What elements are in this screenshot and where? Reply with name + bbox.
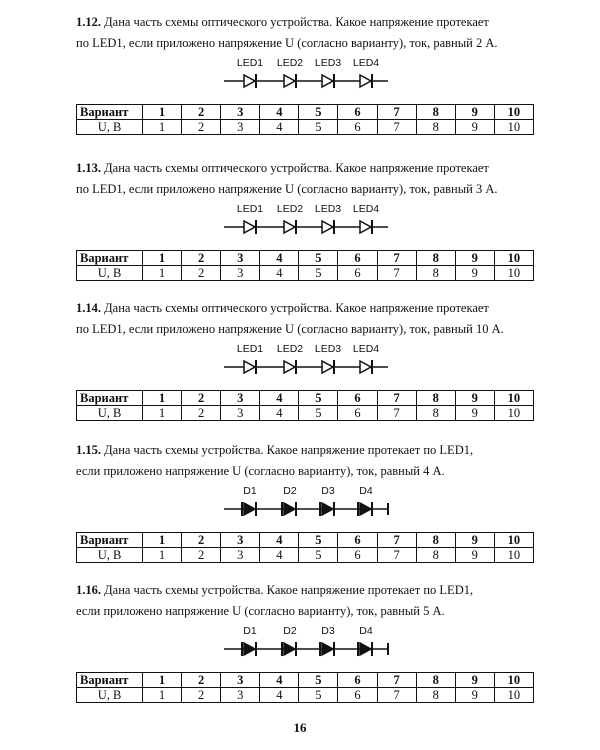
row-label-variant: Вариант bbox=[77, 251, 143, 266]
diode-symbol-2 bbox=[282, 642, 296, 656]
led-symbol-3 bbox=[322, 360, 334, 374]
voltage-cell: 8 bbox=[416, 266, 455, 281]
variant-cell: 1 bbox=[143, 105, 182, 120]
diode-symbol-1 bbox=[242, 642, 256, 656]
circuit-container bbox=[226, 482, 406, 518]
diode-symbol-2 bbox=[282, 502, 296, 516]
table-row-voltage bbox=[77, 406, 534, 421]
table-row-variant bbox=[77, 533, 534, 548]
problem-number: 1.16. bbox=[76, 583, 101, 597]
variant-cell: 1 bbox=[143, 251, 182, 266]
voltage-cell: 3 bbox=[221, 120, 260, 135]
led-symbol-3 bbox=[322, 74, 334, 88]
variant-cell: 10 bbox=[494, 533, 533, 548]
variant-cell: 7 bbox=[377, 251, 416, 266]
led-symbol-2 bbox=[284, 220, 296, 234]
variant-cell: 1 bbox=[143, 673, 182, 688]
voltage-cell: 5 bbox=[299, 548, 338, 563]
variant-cell: 8 bbox=[416, 391, 455, 406]
variant-cell: 5 bbox=[299, 673, 338, 688]
variant-cell: 4 bbox=[260, 391, 299, 406]
problem-statement bbox=[76, 298, 556, 340]
problem-statement bbox=[76, 158, 556, 200]
problem-text-line2: по LED1, если приложено напряжение U (согласно варианту), ток, равный 2 А. bbox=[76, 36, 498, 50]
table-row-voltage bbox=[77, 688, 534, 703]
variant-cell: 8 bbox=[416, 105, 455, 120]
voltage-cell: 6 bbox=[338, 548, 377, 563]
circuit-container bbox=[226, 200, 406, 236]
variant-cell: 3 bbox=[221, 251, 260, 266]
variant-table bbox=[76, 104, 534, 135]
voltage-cell: 8 bbox=[416, 688, 455, 703]
voltage-cell: 9 bbox=[455, 688, 494, 703]
variant-cell: 5 bbox=[299, 251, 338, 266]
voltage-cell: 4 bbox=[260, 406, 299, 421]
voltage-cell: 4 bbox=[260, 266, 299, 281]
component-label: LED3 bbox=[314, 203, 342, 215]
voltage-cell: 1 bbox=[143, 406, 182, 421]
problem-text-line1: Дана часть схемы оптического устройства. Какое напряжение протекает bbox=[104, 301, 489, 315]
variant-cell: 4 bbox=[260, 533, 299, 548]
variant-cell: 3 bbox=[221, 533, 260, 548]
problem-number: 1.12. bbox=[76, 15, 101, 29]
circuit-diagram bbox=[226, 482, 406, 518]
row-label-variant: Вариант bbox=[77, 533, 143, 548]
voltage-cell: 9 bbox=[455, 406, 494, 421]
voltage-cell: 4 bbox=[260, 688, 299, 703]
row-label-voltage: U, В bbox=[77, 406, 143, 421]
component-label: D4 bbox=[359, 625, 373, 637]
table-row-variant bbox=[77, 105, 534, 120]
problem-section bbox=[0, 12, 600, 152]
table-row-variant bbox=[77, 673, 534, 688]
problem-section bbox=[0, 580, 600, 720]
component-label: D2 bbox=[283, 485, 297, 497]
voltage-cell: 2 bbox=[182, 548, 221, 563]
problem-text-line2: по LED1, если приложено напряжение U (согласно варианту), ток, равный 3 А. bbox=[76, 182, 498, 196]
voltage-cell: 9 bbox=[455, 120, 494, 135]
led-symbol-1 bbox=[244, 220, 256, 234]
variant-cell: 9 bbox=[455, 251, 494, 266]
row-label-variant: Вариант bbox=[77, 391, 143, 406]
voltage-cell: 10 bbox=[494, 688, 533, 703]
component-label: LED4 bbox=[352, 57, 380, 69]
variant-cell: 3 bbox=[221, 105, 260, 120]
voltage-cell: 6 bbox=[338, 688, 377, 703]
component-label: D3 bbox=[321, 485, 335, 497]
variant-cell: 5 bbox=[299, 105, 338, 120]
problem-text-line1: Дана часть схемы оптического устройства. Какое напряжение протекает bbox=[104, 161, 489, 175]
variant-cell: 2 bbox=[182, 673, 221, 688]
voltage-cell: 3 bbox=[221, 406, 260, 421]
variant-cell: 10 bbox=[494, 251, 533, 266]
variant-cell: 10 bbox=[494, 673, 533, 688]
row-label-voltage: U, В bbox=[77, 266, 143, 281]
problem-text-line2: если приложено напряжение U (согласно варианту), ток, равный 5 А. bbox=[76, 604, 445, 618]
voltage-cell: 9 bbox=[455, 548, 494, 563]
variant-cell: 3 bbox=[221, 391, 260, 406]
variant-cell: 8 bbox=[416, 673, 455, 688]
variant-cell: 6 bbox=[338, 251, 377, 266]
voltage-cell: 5 bbox=[299, 406, 338, 421]
voltage-cell: 10 bbox=[494, 406, 533, 421]
diode-symbol-4 bbox=[358, 642, 372, 656]
component-label: LED2 bbox=[276, 57, 304, 69]
circuit-container bbox=[226, 54, 406, 90]
component-label: D2 bbox=[283, 625, 297, 637]
voltage-cell: 3 bbox=[221, 266, 260, 281]
led-symbol-1 bbox=[244, 74, 256, 88]
component-label: LED1 bbox=[236, 57, 264, 69]
voltage-cell: 7 bbox=[377, 548, 416, 563]
voltage-cell: 7 bbox=[377, 120, 416, 135]
voltage-cell: 8 bbox=[416, 120, 455, 135]
variant-cell: 6 bbox=[338, 105, 377, 120]
led-symbol-2 bbox=[284, 360, 296, 374]
circuit-diagram bbox=[226, 340, 406, 376]
led-symbol-1 bbox=[244, 360, 256, 374]
table-row-voltage bbox=[77, 266, 534, 281]
variant-table bbox=[76, 250, 534, 281]
problem-number: 1.13. bbox=[76, 161, 101, 175]
variant-cell: 7 bbox=[377, 105, 416, 120]
voltage-cell: 3 bbox=[221, 688, 260, 703]
problem-section bbox=[0, 440, 600, 580]
row-label-voltage: U, В bbox=[77, 548, 143, 563]
diode-symbol-4 bbox=[358, 502, 372, 516]
voltage-cell: 10 bbox=[494, 548, 533, 563]
voltage-cell: 7 bbox=[377, 406, 416, 421]
table-row-variant bbox=[77, 391, 534, 406]
variant-cell: 9 bbox=[455, 673, 494, 688]
voltage-cell: 5 bbox=[299, 266, 338, 281]
variant-cell: 6 bbox=[338, 533, 377, 548]
variant-cell: 4 bbox=[260, 105, 299, 120]
voltage-cell: 10 bbox=[494, 120, 533, 135]
component-label: D1 bbox=[243, 485, 257, 497]
variant-cell: 1 bbox=[143, 533, 182, 548]
row-label-voltage: U, В bbox=[77, 688, 143, 703]
voltage-cell: 7 bbox=[377, 266, 416, 281]
problem-statement bbox=[76, 580, 556, 622]
voltage-cell: 6 bbox=[338, 120, 377, 135]
row-label-variant: Вариант bbox=[77, 673, 143, 688]
problem-text-line1: Дана часть схемы устройства. Какое напряжение протекает по LED1, bbox=[104, 583, 474, 597]
led-symbol-4 bbox=[360, 74, 372, 88]
problem-text-line2: по LED1, если приложено напряжение U (согласно варианту), ток, равный 10 А. bbox=[76, 322, 504, 336]
voltage-cell: 3 bbox=[221, 548, 260, 563]
variant-cell: 7 bbox=[377, 391, 416, 406]
variant-cell: 2 bbox=[182, 251, 221, 266]
variant-cell: 4 bbox=[260, 251, 299, 266]
variant-cell: 8 bbox=[416, 533, 455, 548]
component-label: D1 bbox=[243, 625, 257, 637]
variant-cell: 1 bbox=[143, 391, 182, 406]
row-label-voltage: U, В bbox=[77, 120, 143, 135]
voltage-cell: 10 bbox=[494, 266, 533, 281]
component-label: LED3 bbox=[314, 343, 342, 355]
variant-cell: 6 bbox=[338, 673, 377, 688]
led-symbol-3 bbox=[322, 220, 334, 234]
variant-cell: 9 bbox=[455, 391, 494, 406]
problem-section bbox=[0, 298, 600, 438]
problem-number: 1.14. bbox=[76, 301, 101, 315]
voltage-cell: 5 bbox=[299, 688, 338, 703]
component-label: LED1 bbox=[236, 203, 264, 215]
led-symbol-2 bbox=[284, 74, 296, 88]
diode-symbol-1 bbox=[242, 502, 256, 516]
variant-cell: 6 bbox=[338, 391, 377, 406]
table-row-variant bbox=[77, 251, 534, 266]
led-symbol-4 bbox=[360, 220, 372, 234]
variant-table bbox=[76, 390, 534, 421]
voltage-cell: 8 bbox=[416, 406, 455, 421]
table-row-voltage bbox=[77, 120, 534, 135]
variant-cell: 2 bbox=[182, 533, 221, 548]
voltage-cell: 2 bbox=[182, 266, 221, 281]
voltage-cell: 4 bbox=[260, 120, 299, 135]
circuit-container bbox=[226, 340, 406, 376]
circuit-diagram bbox=[226, 200, 406, 236]
voltage-cell: 1 bbox=[143, 688, 182, 703]
voltage-cell: 1 bbox=[143, 120, 182, 135]
variant-cell: 5 bbox=[299, 391, 338, 406]
variant-cell: 5 bbox=[299, 533, 338, 548]
voltage-cell: 1 bbox=[143, 548, 182, 563]
circuit-diagram bbox=[226, 622, 406, 658]
voltage-cell: 5 bbox=[299, 120, 338, 135]
problem-text-line1: Дана часть схемы устройства. Какое напряжение протекает по LED1, bbox=[104, 443, 474, 457]
voltage-cell: 4 bbox=[260, 548, 299, 563]
variant-table bbox=[76, 672, 534, 703]
variant-cell: 2 bbox=[182, 391, 221, 406]
component-label: LED2 bbox=[276, 203, 304, 215]
component-label: LED3 bbox=[314, 57, 342, 69]
voltage-cell: 2 bbox=[182, 688, 221, 703]
voltage-cell: 2 bbox=[182, 120, 221, 135]
variant-cell: 8 bbox=[416, 251, 455, 266]
table-row-voltage bbox=[77, 548, 534, 563]
variant-cell: 9 bbox=[455, 533, 494, 548]
led-symbol-4 bbox=[360, 360, 372, 374]
variant-cell: 7 bbox=[377, 673, 416, 688]
variant-cell: 4 bbox=[260, 673, 299, 688]
voltage-cell: 7 bbox=[377, 688, 416, 703]
voltage-cell: 1 bbox=[143, 266, 182, 281]
voltage-cell: 2 bbox=[182, 406, 221, 421]
voltage-cell: 6 bbox=[338, 406, 377, 421]
component-label: LED4 bbox=[352, 203, 380, 215]
component-label: D4 bbox=[359, 485, 373, 497]
diode-symbol-3 bbox=[320, 642, 334, 656]
voltage-cell: 9 bbox=[455, 266, 494, 281]
variant-cell: 2 bbox=[182, 105, 221, 120]
variant-cell: 10 bbox=[494, 105, 533, 120]
diode-symbol-3 bbox=[320, 502, 334, 516]
circuit-diagram bbox=[226, 54, 406, 90]
component-label: LED1 bbox=[236, 343, 264, 355]
variant-table bbox=[76, 532, 534, 563]
voltage-cell: 8 bbox=[416, 548, 455, 563]
component-label: LED2 bbox=[276, 343, 304, 355]
component-label: LED4 bbox=[352, 343, 380, 355]
voltage-cell: 6 bbox=[338, 266, 377, 281]
problem-section bbox=[0, 158, 600, 298]
problem-text-line1: Дана часть схемы оптического устройства. Какое напряжение протекает bbox=[104, 15, 489, 29]
circuit-container bbox=[226, 622, 406, 658]
row-label-variant: Вариант bbox=[77, 105, 143, 120]
problem-number: 1.15. bbox=[76, 443, 101, 457]
problem-text-line2: если приложено напряжение U (согласно варианту), ток, равный 4 А. bbox=[76, 464, 445, 478]
variant-cell: 3 bbox=[221, 673, 260, 688]
page-number: 16 bbox=[293, 720, 307, 735]
variant-cell: 9 bbox=[455, 105, 494, 120]
problem-statement bbox=[76, 440, 556, 482]
component-label: D3 bbox=[321, 625, 335, 637]
problem-statement bbox=[76, 12, 556, 54]
variant-cell: 10 bbox=[494, 391, 533, 406]
variant-cell: 7 bbox=[377, 533, 416, 548]
